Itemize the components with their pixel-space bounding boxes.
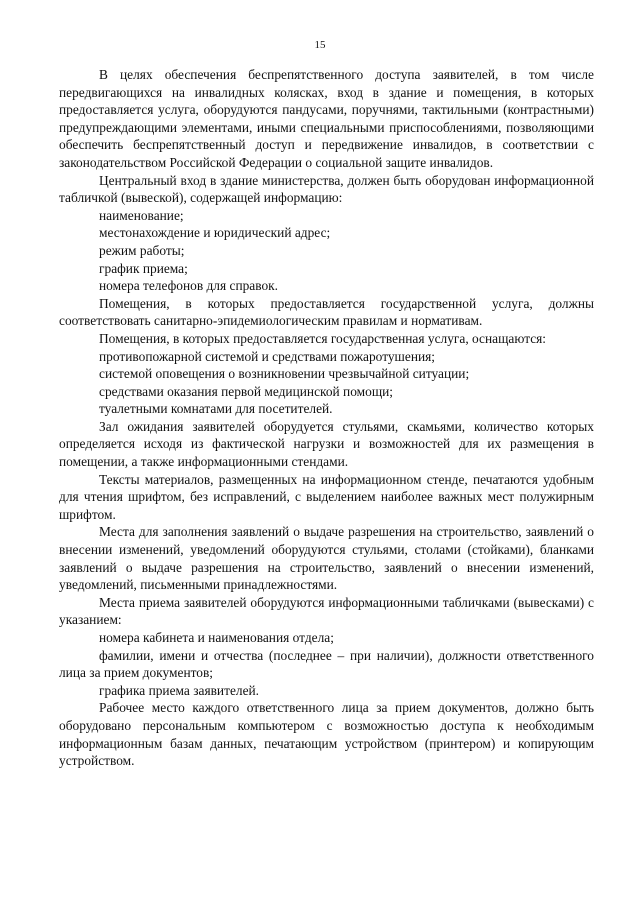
document-body (59, 66, 594, 770)
paragraph: Места для заполнения заявлений о выдаче разрешения на строительство, заявлений о внесении изменений, уведомлений оборудуются стульями, столами (стойками), бланками заявлений о выдаче разрешения на строительство, заявлений о внесении изменений, уведомлений, письменными принадлежностями. (59, 524, 594, 593)
paragraph: Места приема заявителей оборудуются информационными табличками (вывесками) с указанием: (59, 594, 594, 628)
list-item: местонахождение и юридический адрес; (99, 225, 331, 241)
paragraph: Рабочее место каждого ответственного лица за прием документов, должно быть оборудовано персональным компьютером с возможностью доступа к необходимым информационным базам данных, печатающим устройством (принтером) и копирующим устройством. (59, 700, 594, 769)
list-item: средствами оказания первой медицинской помощи; (99, 383, 394, 399)
list-item: системой оповещения о возникновении чрезвычайной ситуации; (99, 366, 470, 382)
paragraph: Центральный вход в здание министерства, должен быть оборудован информационной табличкой (вывеской), содержащей информацию: (59, 172, 594, 206)
list-item: график приема; (99, 260, 188, 276)
list-item: противопожарной системой и средствами пожаротушения; (99, 348, 436, 364)
paragraph: В целях обеспечения беспрепятственного доступа заявителей, в том числе передвигающихся на инвалидных колясках, вход в здание и помещения, в которых предоставляется услуга, оборудуются пандусами, поручнями, тактильными (контрастными) предупреждающими элементами, иными специальными приспособлениями, позволяющими обеспечить беспрепятственный доступ и передвижение инвалидов, в соответствии с законодательством Российской Федерации о социальной защите инвалидов. (59, 67, 594, 170)
paragraph: Зал ожидания заявителей оборудуется стульями, скамьями, количество которых определяется исходя из фактической нагрузки и возможностей для их размещения в помещении, а также информационными стендами. (59, 418, 594, 470)
page-number: 15 (314, 39, 326, 51)
list-item: графика приема заявителей. (99, 682, 260, 698)
list-item: наименование; (99, 207, 184, 223)
paragraph: фамилии, имени и отчества (последнее – при наличии), должности ответственного лица за прием документов; (59, 647, 594, 681)
list-item: режим работы; (99, 242, 185, 258)
paragraph: Помещения, в которых предоставляется государственной услуга, должны соответствовать санитарно-эпидемиологическим правилам и нормативам. (59, 295, 594, 329)
paragraph: Тексты материалов, размещенных на информационном стенде, печатаются удобным для чтения шрифтом, без исправлений, с выделением наиболее важных мест полужирным шрифтом. (59, 471, 594, 522)
list-item: номера кабинета и наименования отдела; (99, 630, 334, 645)
list-item: туалетными комнатами для посетителей. (99, 401, 333, 417)
list-item: номера телефонов для справок. (99, 278, 279, 294)
paragraph: Помещения, в которых предоставляется государственная услуга, оснащаются: (99, 330, 547, 346)
